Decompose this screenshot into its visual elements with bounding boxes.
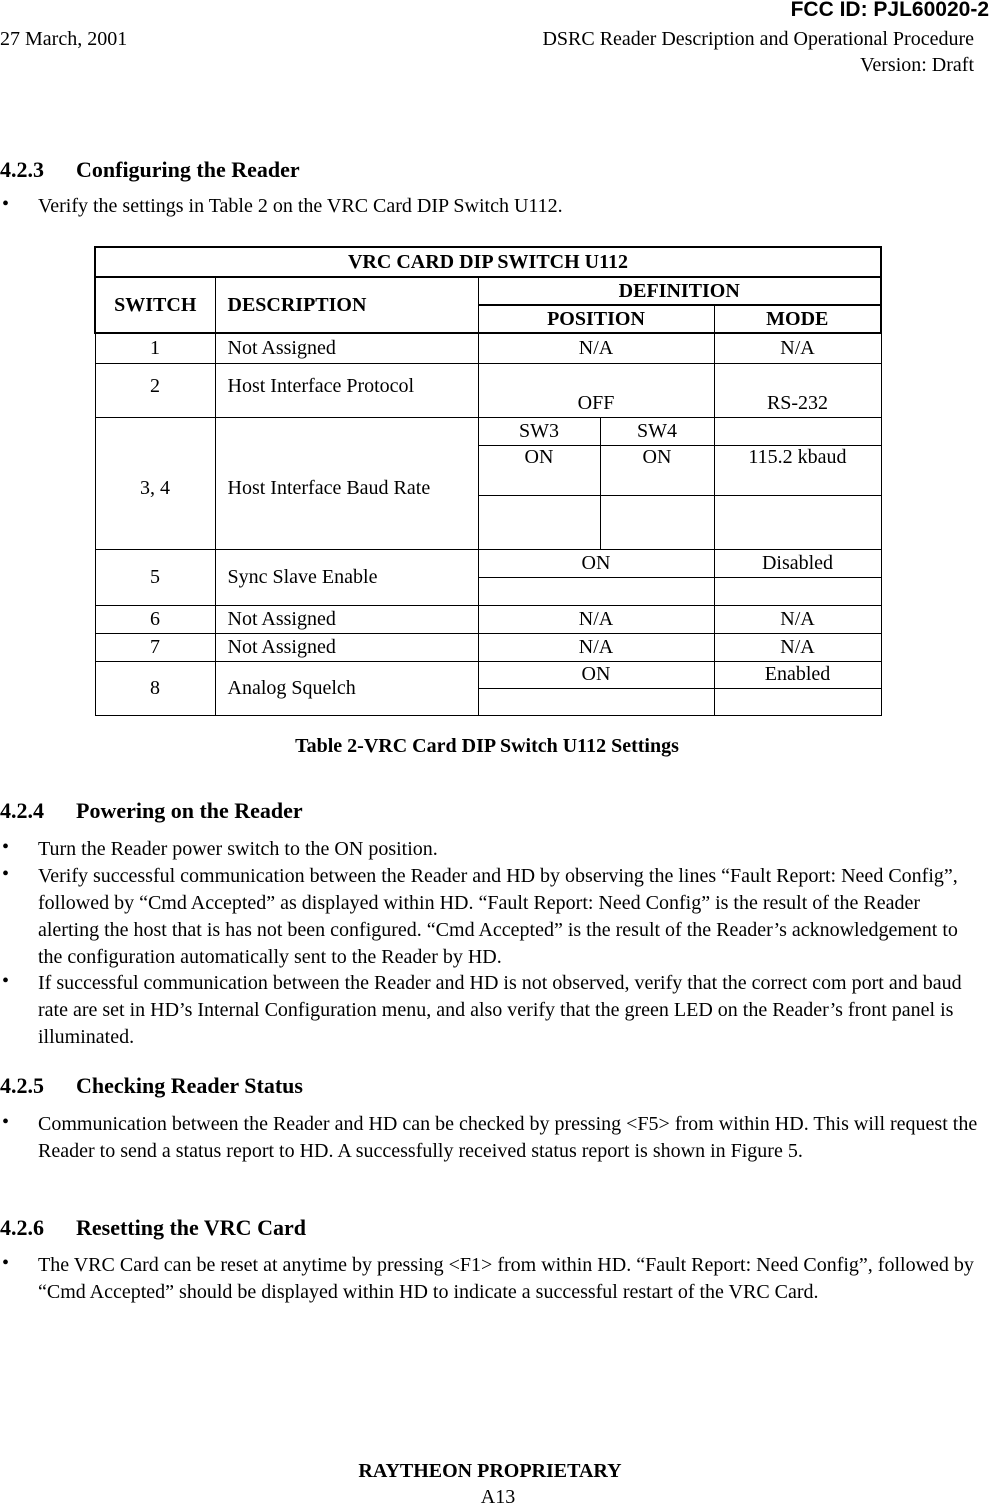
cell-position: N/A bbox=[478, 633, 714, 661]
table-row bbox=[95, 633, 881, 661]
cell-mode: N/A bbox=[714, 605, 881, 633]
cell-position: ON bbox=[478, 661, 714, 688]
cell-mode: Enabled bbox=[714, 661, 881, 688]
cell-switch: 8 bbox=[95, 661, 215, 715]
cell-position: ON bbox=[478, 549, 714, 577]
col-header-description: DESCRIPTION bbox=[215, 277, 478, 333]
cell-empty bbox=[478, 495, 600, 549]
cell-description: Not Assigned bbox=[215, 333, 478, 363]
cell-switch: 7 bbox=[95, 633, 215, 661]
table-row bbox=[95, 417, 881, 445]
cell-position: N/A bbox=[478, 605, 714, 633]
list-item: • Verify successful communication between the Reader and HD by observing the lines “Fault Report: Need Config”, followed by “Cmd Accepted” as displayed within HD. “Fault Report: Need Config” is the result of the Reader alerting the host that is has not been configured. “Cmd Accepted” is the result of the Reader’s acknowledgement to the configuration automatically sent to the Reader by HD. bbox=[2, 863, 958, 968]
cell-mode: RS-232 bbox=[714, 363, 881, 417]
header-version: Version: Draft bbox=[860, 54, 974, 76]
section-heading-4-2-6: 4.2.6 Resetting the VRC Card bbox=[0, 1215, 306, 1240]
cell-empty bbox=[714, 417, 881, 445]
cell-empty bbox=[714, 577, 881, 605]
table-row bbox=[95, 661, 881, 688]
list-item: • Turn the Reader power switch to the ON position. bbox=[2, 836, 438, 860]
table-caption: Table 2-VRC Card DIP Switch U112 Settings bbox=[295, 735, 679, 757]
list-item: • Communication between the Reader and HD can be checked by pressing <F5> from within HD. This will request the Reader to send a status report to HD. A successfully received status report is shown in Figure 5. bbox=[2, 1111, 978, 1162]
cell-description: Not Assigned bbox=[215, 633, 478, 661]
fcc-id: FCC ID: PJL60020-2 bbox=[790, 0, 989, 21]
cell-sw4-label: SW4 bbox=[600, 417, 714, 445]
table-row bbox=[95, 333, 881, 363]
col-header-switch: SWITCH bbox=[95, 277, 215, 333]
cell-mode: 115.2 kbaud bbox=[714, 445, 881, 495]
cell-sw4: ON bbox=[600, 445, 714, 495]
table-row bbox=[95, 605, 881, 633]
header-doc-title: DSRC Reader Description and Operational Procedure bbox=[542, 28, 974, 50]
cell-empty bbox=[714, 688, 881, 715]
cell-sw3-label: SW3 bbox=[478, 417, 600, 445]
list-item: • Verify the settings in Table 2 on the VRC Card DIP Switch U112. bbox=[2, 193, 563, 217]
cell-switch: 2 bbox=[95, 363, 215, 417]
cell-description: Sync Slave Enable bbox=[215, 549, 478, 605]
section-heading-4-2-5: 4.2.5 Checking Reader Status bbox=[0, 1073, 303, 1098]
col-header-position: POSITION bbox=[478, 305, 714, 333]
cell-sw3: ON bbox=[478, 445, 600, 495]
cell-description: Host Interface Protocol bbox=[215, 363, 478, 417]
col-header-definition: DEFINITION bbox=[478, 277, 881, 305]
cell-description: Not Assigned bbox=[215, 605, 478, 633]
table-row bbox=[95, 549, 881, 577]
cell-switch: 1 bbox=[95, 333, 215, 363]
cell-switch: 5 bbox=[95, 549, 215, 605]
cell-switch: 6 bbox=[95, 605, 215, 633]
header-date: 27 March, 2001 bbox=[0, 28, 128, 50]
cell-mode: Disabled bbox=[714, 549, 881, 577]
cell-mode: N/A bbox=[714, 633, 881, 661]
cell-empty bbox=[478, 688, 714, 715]
page-number: A13 bbox=[480, 1486, 516, 1508]
list-item: • The VRC Card can be reset at anytime by pressing <F1> from within HD. “Fault Report: Need Config”, followed by “Cmd Accepted” should be displayed within HD to indicate a successful restart of the VRC Card. bbox=[2, 1252, 974, 1303]
footer-proprietary: RAYTHEON PROPRIETARY bbox=[358, 1460, 622, 1482]
section-heading-4-2-3: 4.2.3 Configuring the Reader bbox=[0, 157, 300, 182]
cell-empty bbox=[600, 495, 714, 549]
cell-position: OFF bbox=[478, 363, 714, 417]
section-heading-4-2-4: 4.2.4 Powering on the Reader bbox=[0, 798, 303, 823]
cell-switch: 3, 4 bbox=[95, 417, 215, 549]
list-item: • If successful communication between the Reader and HD is not observed, verify that the correct com port and baud rate are set in HD’s Internal Configuration menu, and also verify that the green LED on the Reader’s front panel is illuminated. bbox=[2, 970, 962, 1048]
cell-empty bbox=[478, 577, 714, 605]
cell-description: Analog Squelch bbox=[215, 661, 478, 715]
table-row bbox=[95, 363, 881, 417]
cell-mode: N/A bbox=[714, 333, 881, 363]
table-title: VRC CARD DIP SWITCH U112 bbox=[95, 247, 881, 277]
cell-position: N/A bbox=[478, 333, 714, 363]
cell-description: Host Interface Baud Rate bbox=[215, 417, 478, 549]
col-header-mode: MODE bbox=[714, 305, 881, 333]
cell-empty bbox=[714, 495, 881, 549]
dip-switch-table bbox=[94, 246, 882, 716]
